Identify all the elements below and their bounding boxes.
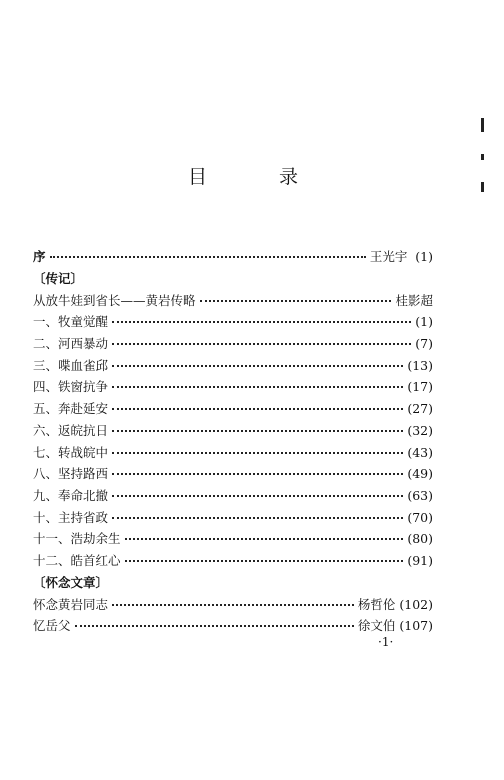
toc-entry[interactable] — [33, 529, 433, 551]
toc-entry[interactable] — [33, 486, 433, 508]
memorial-list — [33, 595, 433, 638]
toc-entry[interactable] — [33, 595, 433, 617]
toc-entry-label: 十、主持省政 — [33, 509, 109, 525]
toc-entry-page: (13) — [407, 357, 433, 373]
toc-entry-label: 怀念黄岩同志 — [33, 596, 109, 612]
toc-entry[interactable] — [33, 356, 433, 378]
toc-entry[interactable] — [33, 312, 433, 334]
toc-entry-label: 六、返皖抗日 — [33, 422, 109, 438]
leader-dots — [112, 386, 403, 388]
toc-entry-label: 四、铁窗抗争 — [33, 379, 109, 395]
toc-entry-page: (80) — [407, 531, 433, 547]
edge-marks — [481, 118, 487, 214]
toc-entry-page: (63) — [407, 487, 433, 503]
leader-dots — [112, 517, 403, 519]
toc-entry-author: 杨哲伦 — [357, 596, 396, 612]
toc-entry-author: 桂影超 — [395, 292, 433, 308]
toc-entry-page: (32) — [407, 422, 433, 438]
toc-entry-page: (49) — [407, 466, 433, 482]
toc-entry-label: 五、奔赴延安 — [33, 401, 109, 417]
leader-dots — [200, 300, 392, 302]
toc-entry-label: 九、奉命北撤 — [33, 487, 109, 503]
page-title — [188, 162, 298, 189]
table-of-contents — [33, 247, 433, 638]
leader-dots — [112, 495, 403, 497]
toc-entry[interactable] — [33, 551, 433, 573]
leader-dots — [125, 538, 404, 540]
toc-entry-label: 八、坚持路西 — [33, 466, 109, 482]
toc-entry-page — [358, 616, 433, 634]
toc-entry-label: 十一、浩劫余生 — [33, 531, 121, 547]
toc-entry-label: 序 — [33, 249, 46, 264]
toc-entry[interactable] — [33, 377, 433, 399]
leader-dots — [112, 365, 403, 367]
toc-entry[interactable] — [33, 508, 433, 530]
toc-entry-label: 从放牛娃到省长——黄岩传略 — [33, 292, 196, 308]
toc-entry-page: (70) — [407, 509, 433, 525]
toc-entry[interactable] — [33, 399, 433, 421]
toc-entry-label: 一、牧童觉醒 — [33, 314, 109, 330]
leader-dots — [75, 625, 354, 627]
toc-entry-page: (27) — [407, 401, 433, 417]
toc-entry-page: (7) — [415, 336, 433, 352]
title-char-1: 目 — [188, 166, 208, 188]
leader-dots — [112, 408, 403, 410]
leader-dots — [125, 560, 404, 562]
toc-entry-page — [358, 595, 433, 613]
toc-entry-page-number: (107) — [399, 618, 433, 634]
toc-entry-preface[interactable] — [33, 247, 433, 269]
toc-entry[interactable] — [33, 443, 433, 465]
title-char-2: 录 — [278, 166, 298, 188]
toc-entry[interactable] — [33, 334, 433, 356]
page-number: ·1· — [378, 635, 394, 649]
leader-dots — [112, 321, 411, 323]
toc-entry-page: (1) — [415, 314, 433, 330]
toc-entry-page: (17) — [407, 379, 433, 395]
leader-dots — [50, 256, 366, 258]
toc-entry[interactable] — [33, 464, 433, 486]
toc-entry-label: 二、河西暴动 — [33, 336, 109, 352]
leader-dots — [112, 604, 354, 606]
toc-entry-label: 七、转战皖中 — [33, 444, 109, 460]
toc-entry-biography[interactable] — [33, 291, 433, 313]
toc-entry-page: (91) — [407, 552, 433, 568]
toc-entry[interactable] — [33, 616, 433, 638]
toc-entry-author: 徐文伯 — [357, 618, 396, 634]
section-heading-biography: 〔传记〕 — [33, 270, 84, 286]
toc-entry-label: 三、喋血雀邱 — [33, 357, 109, 373]
toc-entry[interactable] — [33, 421, 433, 443]
leader-dots — [112, 343, 411, 345]
chapter-list — [33, 312, 433, 572]
toc-entry-page-number: (102) — [399, 596, 433, 612]
toc-entry-label: 十二、皓首红心 — [33, 552, 121, 568]
toc-entry-author: 王光宇 (1) — [369, 249, 433, 264]
leader-dots — [112, 473, 403, 475]
toc-entry-label: 忆岳父 — [33, 618, 71, 634]
section-heading-memorials: 〔怀念文章〕 — [33, 574, 109, 590]
leader-dots — [112, 452, 403, 454]
leader-dots — [112, 430, 403, 432]
toc-entry-page: (43) — [407, 444, 433, 460]
